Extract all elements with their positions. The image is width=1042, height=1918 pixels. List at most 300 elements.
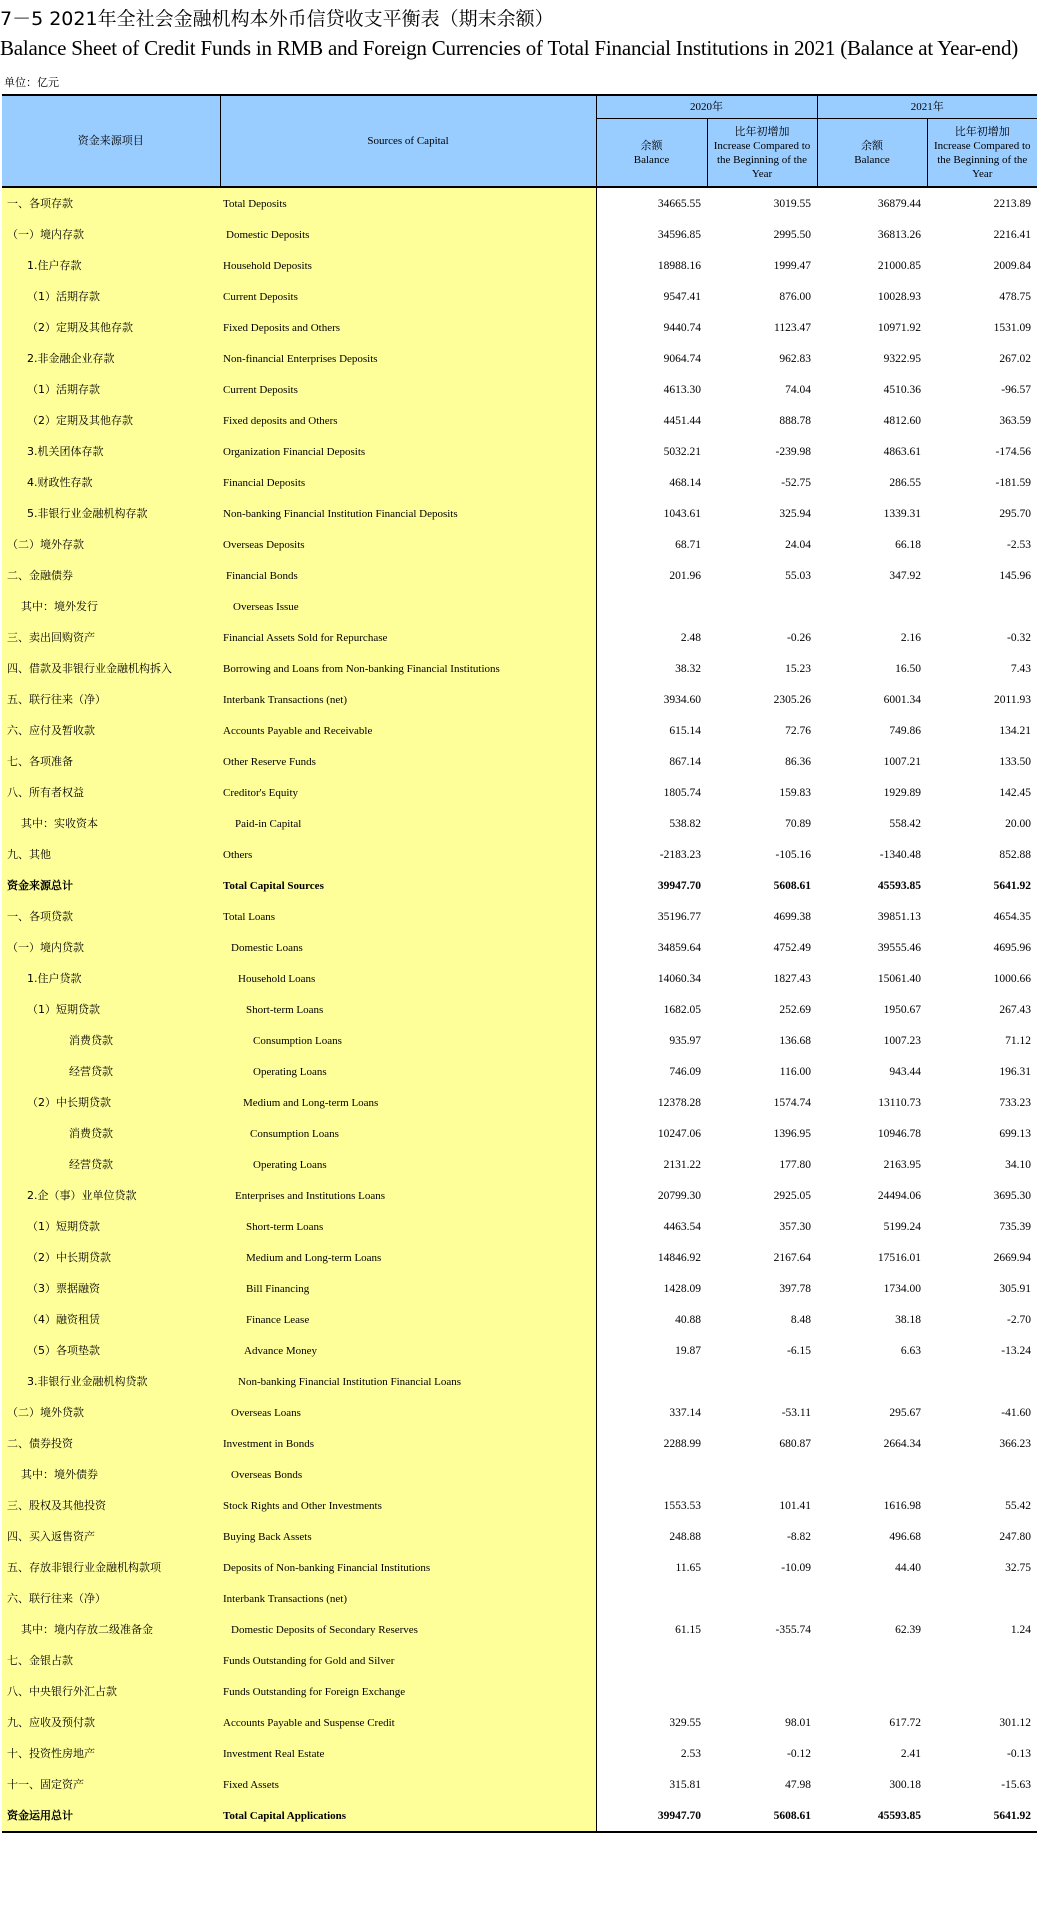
row-label-en: Others: [220, 839, 596, 870]
table-row: [2, 281, 1037, 312]
balance-2020-cell: 38.32: [675, 662, 701, 675]
row-label-cn: 二、债券投资: [2, 1428, 220, 1459]
table-row: [2, 405, 1037, 436]
balance-2021-cell: 39851.13: [877, 910, 921, 923]
balance-2021-cell: 2163.95: [883, 1158, 921, 1171]
increase-2020-cell: 15.23: [785, 662, 811, 675]
balance-2020-cell: 337.14: [669, 1406, 701, 1419]
row-label-en: Domestic Deposits of Secondary Reserves: [220, 1614, 596, 1645]
increase-2020-cell: 1396.95: [773, 1127, 811, 1140]
balance-2020-cell: 4451.44: [663, 414, 701, 427]
row-label-cn: 八、所有者权益: [2, 777, 220, 808]
table-row: [2, 1800, 1037, 1832]
table-row: [2, 1242, 1037, 1273]
balance-2020-header: [596, 119, 707, 188]
table-row: [2, 343, 1037, 374]
row-label-cn: 六、应付及暂收款: [2, 715, 220, 746]
table-row: [2, 1087, 1037, 1118]
increase-2021-cell: [927, 1366, 1037, 1397]
balance-2021-cell: 36813.26: [877, 228, 921, 241]
row-label-en: Domestic Loans: [220, 932, 596, 963]
year-2020-header: 2020年: [596, 95, 817, 119]
row-label-cn: 四、买入返售资产: [2, 1521, 220, 1552]
balance-2020-cell: 329.55: [669, 1716, 701, 1729]
row-label-cn: 2.非金融企业存款: [2, 343, 220, 374]
increase-2020-cell: 74.04: [785, 383, 811, 396]
table-row: [2, 715, 1037, 746]
increase-2021-cell: [927, 1645, 1037, 1676]
balance-2020-cell: 1682.05: [663, 1003, 701, 1016]
increase-label-en: Increase Compared to the Beginning of the Year: [713, 139, 811, 180]
table-row: [2, 1552, 1037, 1583]
table-row: [2, 1707, 1037, 1738]
row-label-en: Short-term Loans: [220, 1211, 596, 1242]
row-label-en: Investment Real Estate: [220, 1738, 596, 1769]
increase-2020-cell: 116.00: [779, 1065, 811, 1078]
balance-2021-cell: 4863.61: [883, 445, 921, 458]
balance-2020-cell: 248.88: [669, 1530, 701, 1543]
row-label-cn: 七、金银占款: [2, 1645, 220, 1676]
row-label-cn: （4）融资租赁: [2, 1304, 220, 1335]
balance-label-en: Balance: [633, 153, 670, 166]
increase-2021-cell: 32.75: [1005, 1561, 1031, 1574]
balance-2020-cell: 315.81: [669, 1778, 701, 1791]
increase-2020-cell: 397.78: [779, 1282, 811, 1295]
row-label-cn: 资金来源总计: [2, 870, 220, 901]
increase-2021-cell: 145.96: [999, 569, 1031, 582]
row-label-en: Interbank Transactions (net): [220, 684, 596, 715]
increase-2020-cell: [707, 1676, 817, 1707]
title-english: Balance Sheet of Credit Funds in RMB and Foreign Currencies of Total Financial Institutions in 2021 (Balance at Year-end): [0, 36, 1019, 60]
row-label-en: Financial Bonds: [220, 560, 596, 591]
balance-2020-cell: 2131.22: [663, 1158, 701, 1171]
balance-2021-cell: 17516.01: [877, 1251, 921, 1264]
increase-2021-cell: 247.80: [999, 1530, 1031, 1543]
unit-label: 单位：亿元: [4, 76, 59, 89]
table-row: [2, 653, 1037, 684]
increase-2020-cell: 136.68: [779, 1034, 811, 1047]
balance-2020-cell: 19.87: [675, 1344, 701, 1357]
increase-2020-cell: 55.03: [785, 569, 811, 582]
increase-2020-cell: 72.76: [785, 724, 811, 737]
row-label-en: Interbank Transactions (net): [220, 1583, 596, 1614]
increase-2021-cell: [927, 591, 1037, 622]
row-label-cn: 1.住户存款: [2, 250, 220, 281]
balance-2020-cell: 1428.09: [663, 1282, 701, 1295]
increase-label-en: Increase Compared to the Beginning of the Year: [933, 139, 1031, 180]
increase-2021-cell: -181.59: [995, 476, 1031, 489]
row-label-cn: （1）短期贷款: [2, 994, 220, 1025]
increase-2021-cell: -174.56: [995, 445, 1031, 458]
increase-2021-cell: 7.43: [1010, 662, 1031, 675]
increase-2020-cell: 2167.64: [773, 1251, 811, 1264]
row-label-cn: （二）境外贷款: [2, 1397, 220, 1428]
table-header: [2, 95, 1037, 187]
column-header-en: Sources of Capital: [220, 95, 596, 187]
row-label-en: Operating Loans: [220, 1056, 596, 1087]
balance-2021-cell: 295.67: [889, 1406, 921, 1419]
table-row: [2, 374, 1037, 405]
row-label-cn: （1）短期贷款: [2, 1211, 220, 1242]
row-label-en: Consumption Loans: [220, 1118, 596, 1149]
increase-2020-cell: 5608.61: [707, 1800, 817, 1832]
balance-2021-cell: 1339.31: [883, 507, 921, 520]
increase-2020-cell: 86.36: [785, 755, 811, 768]
row-label-en: Household Loans: [220, 963, 596, 994]
increase-2021-cell: 305.91: [999, 1282, 1031, 1295]
increase-2020-cell: 8.48: [790, 1313, 811, 1326]
increase-2021-cell: 34.10: [1005, 1158, 1031, 1171]
increase-2021-cell: 2213.89: [993, 197, 1031, 210]
row-label-cn: 九、其他: [2, 839, 220, 870]
balance-2021-cell: 1929.89: [883, 786, 921, 799]
balance-label-en: Balance: [854, 153, 890, 166]
table-row: [2, 467, 1037, 498]
row-label-en: Investment in Bonds: [220, 1428, 596, 1459]
increase-2020-cell: 680.87: [779, 1437, 811, 1450]
row-label-cn: 3.非银行业金融机构贷款: [2, 1366, 220, 1397]
balance-2021-cell: 5199.24: [883, 1220, 921, 1233]
row-label-cn: 2.企（事）业单位贷款: [2, 1180, 220, 1211]
row-label-en: Deposits of Non-banking Financial Institutions: [220, 1552, 596, 1583]
table-row: [2, 1056, 1037, 1087]
row-label-en: Current Deposits: [220, 374, 596, 405]
balance-2021-cell: 1007.21: [883, 755, 921, 768]
table-row: [2, 622, 1037, 653]
table-row: [2, 187, 1037, 219]
table-row: [2, 932, 1037, 963]
row-label-en: Advance Money: [220, 1335, 596, 1366]
increase-2021-cell: 1.24: [1010, 1623, 1031, 1636]
balance-2021-cell: 2.41: [900, 1747, 921, 1760]
balance-2020-cell: 538.82: [669, 817, 701, 830]
table-row: [2, 1335, 1037, 1366]
row-label-cn: 四、借款及非银行业金融机构拆入: [2, 653, 220, 684]
row-label-en: Fixed Assets: [220, 1769, 596, 1800]
row-label-en: Total Capital Sources: [220, 870, 596, 901]
balance-2021-cell: 24494.06: [877, 1189, 921, 1202]
table-row: [2, 1676, 1037, 1707]
table-row: [2, 1304, 1037, 1335]
row-label-cn: 其中：境外债券: [2, 1459, 220, 1490]
table-row: [2, 777, 1037, 808]
balance-2020-cell: 39947.70: [657, 879, 701, 892]
row-label-cn: 五、存放非银行业金融机构款项: [2, 1552, 220, 1583]
increase-2021-cell: -0.32: [1007, 631, 1031, 644]
balance-2020-cell: 9440.74: [663, 321, 701, 334]
row-label-en: Domestic Deposits: [220, 219, 596, 250]
row-label-cn: 其中：境外发行: [2, 591, 220, 622]
row-label-cn: 经营贷款: [2, 1056, 220, 1087]
table-row: [2, 1180, 1037, 1211]
increase-2021-cell: 267.43: [999, 1003, 1031, 1016]
increase-2021-cell: 699.13: [999, 1127, 1031, 1140]
row-label-cn: （一）境内存款: [2, 219, 220, 250]
row-label-cn: 六、联行往来（净）: [2, 1583, 220, 1614]
increase-label-cn: 比年初增加: [954, 124, 1010, 138]
increase-2020-cell: [707, 1366, 817, 1397]
increase-2020-cell: 325.94: [779, 507, 811, 520]
increase-2020-cell: 47.98: [785, 1778, 811, 1791]
increase-2020-cell: 24.04: [785, 538, 811, 551]
row-label-en: Accounts Payable and Receivable: [220, 715, 596, 746]
row-label-cn: 1.住户贷款: [2, 963, 220, 994]
balance-2021-cell: 1950.67: [883, 1003, 921, 1016]
balance-2021-cell: 6001.34: [883, 693, 921, 706]
row-label-cn: 4.财政性存款: [2, 467, 220, 498]
table-row: [2, 963, 1037, 994]
row-label-cn: 十、投资性房地产: [2, 1738, 220, 1769]
increase-2021-cell: 1531.09: [993, 321, 1031, 334]
row-label-cn: 十一、固定资产: [2, 1769, 220, 1800]
row-label-en: Overseas Loans: [220, 1397, 596, 1428]
increase-2021-cell: 3695.30: [993, 1189, 1031, 1202]
increase-2021-cell: [927, 1583, 1037, 1614]
increase-2020-cell: -0.12: [787, 1747, 811, 1760]
increase-2021-cell: 733.23: [999, 1096, 1031, 1109]
row-label-en: Total Capital Applications: [220, 1800, 596, 1832]
balance-2020-cell: 9064.74: [663, 352, 701, 365]
increase-2020-cell: 177.80: [779, 1158, 811, 1171]
row-label-cn: 其中：境内存放二级准备金: [2, 1614, 220, 1645]
increase-2021-cell: 735.39: [999, 1220, 1031, 1233]
balance-2021-cell: 66.18: [895, 538, 921, 551]
increase-2020-cell: -0.26: [787, 631, 811, 644]
increase-2020-cell: 70.89: [785, 817, 811, 830]
increase-2020-cell: [707, 591, 817, 622]
increase-2020-cell: -53.11: [781, 1406, 811, 1419]
row-label-cn: 资金运用总计: [2, 1800, 220, 1832]
balance-2021-cell: 21000.85: [877, 259, 921, 272]
table-row: [2, 994, 1037, 1025]
increase-2020-cell: 5608.61: [773, 879, 811, 892]
table-row: [2, 684, 1037, 715]
increase-2021-cell: 2009.84: [993, 259, 1031, 272]
row-label-en: Current Deposits: [220, 281, 596, 312]
increase-2020-cell: 357.30: [779, 1220, 811, 1233]
row-label-en: Total Loans: [220, 901, 596, 932]
row-label-cn: （3）票据融资: [2, 1273, 220, 1304]
row-label-cn: 九、应收及预付款: [2, 1707, 220, 1738]
title-chinese: 7－5 2021年全社会金融机构本外币信贷收支平衡表（期末余额）: [0, 8, 554, 30]
table-row: [2, 1521, 1037, 1552]
balance-2021-cell: -1340.48: [879, 848, 921, 861]
increase-2021-cell: -2.70: [1007, 1313, 1031, 1326]
row-label-cn: 5.非银行业金融机构存款: [2, 498, 220, 529]
table-row: [2, 839, 1037, 870]
balance-2021-cell: 286.55: [889, 476, 921, 489]
row-label-en: Household Deposits: [220, 250, 596, 281]
row-label-cn: （2）定期及其他存款: [2, 405, 220, 436]
balance-2020-cell: 40.88: [675, 1313, 701, 1326]
increase-2021-cell: -96.57: [1001, 383, 1031, 396]
balance-2021-cell: [817, 1645, 927, 1676]
balance-2021-cell: 4510.36: [883, 383, 921, 396]
increase-2021-cell: 2669.94: [993, 1251, 1031, 1264]
balance-2021-cell: 10971.92: [877, 321, 921, 334]
row-label-en: Financial Deposits: [220, 467, 596, 498]
table-row: [2, 1366, 1037, 1397]
row-label-en: Creditor's Equity: [220, 777, 596, 808]
table-row: [2, 1149, 1037, 1180]
increase-2021-cell: -41.60: [1001, 1406, 1031, 1419]
balance-2020-cell: 14060.34: [657, 972, 701, 985]
increase-2020-header: [707, 119, 817, 188]
increase-2021-cell: -13.24: [1001, 1344, 1031, 1357]
row-label-cn: （1）活期存款: [2, 374, 220, 405]
increase-2020-cell: -52.75: [781, 476, 811, 489]
increase-2021-header: [927, 119, 1037, 188]
balance-2021-cell: 496.68: [889, 1530, 921, 1543]
row-label-cn: 一、各项贷款: [2, 901, 220, 932]
row-label-cn: 消费贷款: [2, 1025, 220, 1056]
row-label-cn: 二、金融债券: [2, 560, 220, 591]
increase-2020-cell: 101.41: [779, 1499, 811, 1512]
balance-2020-cell: 35196.77: [657, 910, 701, 923]
increase-2020-cell: -8.82: [787, 1530, 811, 1543]
balance-2020-cell: 14846.92: [657, 1251, 701, 1264]
balance-2021-cell: 943.44: [889, 1065, 921, 1078]
row-label-en: Funds Outstanding for Foreign Exchange: [220, 1676, 596, 1707]
increase-2020-cell: -355.74: [775, 1623, 811, 1636]
row-label-en: Short-term Loans: [220, 994, 596, 1025]
table-row: [2, 498, 1037, 529]
table-row: [2, 219, 1037, 250]
table-row: [2, 591, 1037, 622]
increase-2021-cell: 4654.35: [993, 910, 1031, 923]
row-label-en: Buying Back Assets: [220, 1521, 596, 1552]
table-row: [2, 529, 1037, 560]
balance-2020-cell: 2288.99: [663, 1437, 701, 1450]
row-label-en: Total Deposits: [220, 187, 596, 219]
balance-2021-cell: 15061.40: [877, 972, 921, 985]
increase-2021-cell: 301.12: [999, 1716, 1031, 1729]
balance-2020-cell: [596, 1459, 707, 1490]
increase-2020-cell: 1827.43: [773, 972, 811, 985]
table-row: [2, 1273, 1037, 1304]
balance-2021-cell: [817, 1583, 927, 1614]
table-row: [2, 312, 1037, 343]
balance-label-cn: 余额: [640, 138, 663, 152]
row-label-en: Organization Financial Deposits: [220, 436, 596, 467]
balance-2020-cell: [596, 1366, 707, 1397]
balance-2021-cell: 300.18: [889, 1778, 921, 1791]
increase-2020-cell: 2925.05: [773, 1189, 811, 1202]
year-2021-header: 2021年: [817, 95, 1037, 119]
row-label-en: Medium and Long-term Loans: [220, 1087, 596, 1118]
balance-2020-cell: 39947.70: [596, 1800, 707, 1832]
row-label-cn: 3.机关团体存款: [2, 436, 220, 467]
balance-2020-cell: 68.71: [675, 538, 701, 551]
balance-2020-cell: 4463.54: [663, 1220, 701, 1233]
increase-2020-cell: -10.09: [781, 1561, 811, 1574]
row-label-en: Finance Lease: [220, 1304, 596, 1335]
increase-2020-cell: 252.69: [779, 1003, 811, 1016]
balance-2021-cell: [817, 1459, 927, 1490]
increase-2021-cell: 852.88: [999, 848, 1031, 861]
balance-label-cn: 余额: [861, 138, 883, 152]
increase-2021-cell: 2011.93: [994, 693, 1031, 706]
balance-2021-cell: 38.18: [895, 1313, 921, 1326]
balance-2020-cell: 61.15: [675, 1623, 701, 1636]
balance-2020-cell: 1805.74: [663, 786, 701, 799]
table-body: [2, 187, 1037, 1832]
balance-2021-cell: 45593.85: [817, 1800, 927, 1832]
row-label-cn: （2）定期及其他存款: [2, 312, 220, 343]
row-label-cn: 消费贷款: [2, 1118, 220, 1149]
row-label-en: Consumption Loans: [220, 1025, 596, 1056]
row-label-en: Paid-in Capital: [220, 808, 596, 839]
row-label-cn: （2）中长期贷款: [2, 1087, 220, 1118]
increase-2021-cell: 478.75: [999, 290, 1031, 303]
balance-2021-cell: [817, 1676, 927, 1707]
balance-2021-cell: 617.72: [889, 1716, 921, 1729]
balance-2021-cell: 10946.78: [877, 1127, 921, 1140]
increase-2021-cell: [927, 1676, 1037, 1707]
row-label-en: Non-financial Enterprises Deposits: [220, 343, 596, 374]
balance-2021-cell: 36879.44: [877, 197, 921, 210]
increase-2020-cell: 1999.47: [773, 259, 811, 272]
row-label-en: Non-banking Financial Institution Financial Deposits: [220, 498, 596, 529]
balance-2021-cell: 1616.98: [883, 1499, 921, 1512]
row-label-en: Fixed deposits and Others: [220, 405, 596, 436]
table-row: [2, 808, 1037, 839]
balance-2021-cell: 39555.46: [877, 941, 921, 954]
table-row: [2, 1490, 1037, 1521]
increase-2021-cell: 20.00: [1005, 817, 1031, 830]
balance-2020-cell: 5032.21: [663, 445, 701, 458]
table-row: [2, 436, 1037, 467]
balance-2020-cell: 2.53: [680, 1747, 701, 1760]
balance-2021-cell: 9322.95: [883, 352, 921, 365]
balance-2020-cell: -2183.23: [659, 848, 701, 861]
balance-2020-cell: 34859.64: [657, 941, 701, 954]
increase-2020-cell: -105.16: [775, 848, 811, 861]
balance-2021-cell: 62.39: [895, 1623, 921, 1636]
balance-2021-cell: 16.50: [895, 662, 921, 675]
increase-2021-cell: 4695.96: [993, 941, 1031, 954]
table-row: [2, 746, 1037, 777]
increase-2020-cell: 1574.74: [773, 1096, 811, 1109]
balance-2020-cell: [596, 591, 707, 622]
balance-2020-cell: 2.48: [680, 631, 701, 644]
row-label-en: Financial Assets Sold for Repurchase: [220, 622, 596, 653]
row-label-cn: （1）活期存款: [2, 281, 220, 312]
row-label-en: Bill Financing: [220, 1273, 596, 1304]
balance-2020-cell: 20799.30: [657, 1189, 701, 1202]
increase-2020-cell: [707, 1583, 817, 1614]
row-label-cn: （2）中长期贷款: [2, 1242, 220, 1273]
table-row: [2, 1118, 1037, 1149]
row-label-en: Other Reserve Funds: [220, 746, 596, 777]
row-label-en: Overseas Deposits: [220, 529, 596, 560]
row-label-en: Enterprises and Institutions Loans: [220, 1180, 596, 1211]
balance-2021-cell: 6.63: [900, 1344, 921, 1357]
balance-2020-cell: 4613.30: [663, 383, 701, 396]
increase-2020-cell: 4699.38: [773, 910, 811, 923]
increase-2020-cell: 3019.55: [773, 197, 811, 210]
balance-2021-cell: 1734.00: [883, 1282, 921, 1295]
increase-2020-cell: 2305.26: [773, 693, 811, 706]
balance-2021-cell: [817, 591, 927, 622]
balance-2020-cell: 34665.55: [657, 197, 701, 210]
row-label-cn: 五、联行往来（净）: [2, 684, 220, 715]
balance-2021-cell: 45593.85: [877, 879, 921, 892]
increase-2020-cell: 159.83: [779, 786, 811, 799]
increase-2020-cell: 876.00: [779, 290, 811, 303]
increase-2021-cell: -2.53: [1007, 538, 1031, 551]
increase-2021-cell: -15.63: [1001, 1778, 1031, 1791]
